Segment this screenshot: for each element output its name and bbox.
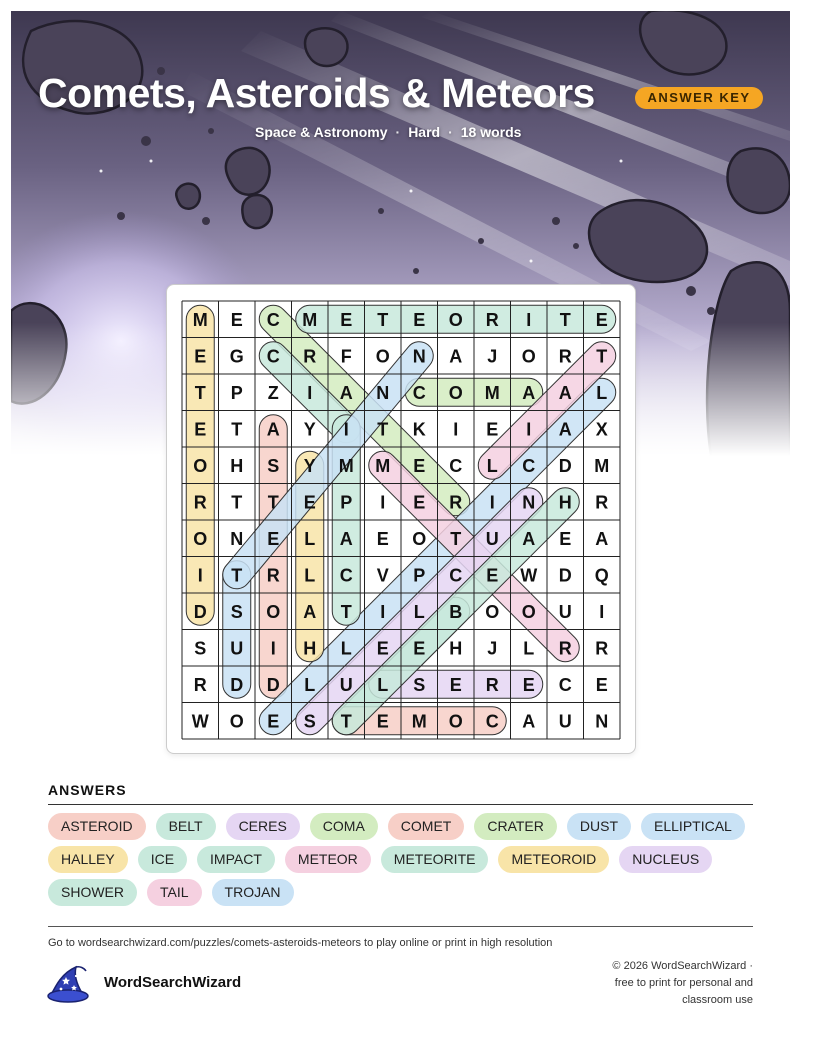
- grid-letter: H: [558, 492, 572, 513]
- grid-letter: I: [380, 492, 386, 513]
- grid-letter: N: [595, 711, 609, 732]
- grid-letter: R: [595, 638, 609, 659]
- grid-letter: R: [558, 346, 572, 367]
- grid-letter: M: [192, 309, 208, 330]
- grid-letter: U: [230, 638, 244, 659]
- grid-letter: E: [522, 674, 535, 695]
- grid-letter: T: [231, 565, 243, 586]
- grid-letter: H: [303, 638, 317, 659]
- grid-letter: R: [485, 309, 499, 330]
- answer-chip-tail: TAIL: [147, 879, 202, 906]
- grid-letter: T: [450, 528, 462, 549]
- grid-letter: T: [194, 382, 206, 403]
- answer-chip-nucleus: NUCLEUS: [619, 846, 712, 873]
- grid-letter: C: [339, 565, 353, 586]
- answer-chip-comet: COMET: [388, 813, 465, 840]
- grid-letter: R: [266, 565, 280, 586]
- grid-letter: I: [343, 419, 349, 440]
- copyright-line: classroom use: [682, 994, 753, 1006]
- grid-letter: N: [230, 528, 244, 549]
- grid-letter: A: [558, 419, 572, 440]
- grid-letter: T: [596, 346, 608, 367]
- grid-letter: R: [595, 492, 609, 513]
- grid-letter: I: [526, 309, 532, 330]
- grid-letter: R: [303, 346, 317, 367]
- grid-letter: O: [266, 601, 281, 622]
- grid-letter: F: [340, 346, 352, 367]
- difficulty-label: Hard: [408, 124, 441, 140]
- grid-letter: T: [231, 419, 243, 440]
- grid-letter: C: [449, 565, 463, 586]
- grid-letter: E: [559, 528, 572, 549]
- grid-letter: A: [595, 528, 609, 549]
- grid-letter: P: [230, 382, 243, 403]
- grid-letter: L: [304, 528, 316, 549]
- grid-letter: O: [193, 455, 208, 476]
- word-count-label: 18 words: [460, 124, 522, 140]
- grid-letter: B: [449, 601, 463, 622]
- grid-letter: L: [304, 674, 316, 695]
- grid-letter: C: [522, 455, 536, 476]
- grid-letter: S: [194, 638, 207, 659]
- grid-letter: E: [595, 309, 608, 330]
- grid-letter: O: [375, 346, 390, 367]
- grid-letter: L: [413, 601, 425, 622]
- grid-letter: E: [267, 528, 280, 549]
- grid-letter: M: [484, 382, 500, 403]
- answer-chip-dust: DUST: [567, 813, 631, 840]
- grid-letter: D: [230, 674, 244, 695]
- grid-letter: O: [448, 309, 463, 330]
- answer-chip-meteoroid: METEOROID: [498, 846, 609, 873]
- grid-letter: O: [448, 382, 463, 403]
- grid-letter: O: [193, 528, 208, 549]
- grid-letter: C: [412, 382, 426, 403]
- grid-letter: Z: [267, 382, 279, 403]
- grid-letter: O: [485, 601, 500, 622]
- copyright-line: free to print for personal and: [614, 977, 753, 989]
- copyright-notice: [560, 958, 753, 1009]
- grid-letter: U: [339, 674, 353, 695]
- grid-letter: R: [193, 492, 207, 513]
- grid-letter: I: [453, 419, 459, 440]
- answers-heading: ANSWERS: [48, 782, 127, 798]
- grid-letter: E: [194, 346, 207, 367]
- grid-letter: X: [595, 419, 608, 440]
- grid-letter: J: [487, 638, 498, 659]
- grid-letter: E: [267, 711, 280, 732]
- grid-letter: W: [520, 565, 538, 586]
- grid-letter: E: [413, 455, 426, 476]
- grid-letter: E: [486, 419, 499, 440]
- answer-chip-coma: COMA: [310, 813, 378, 840]
- footer-divider: [48, 926, 753, 927]
- grid-letter: A: [522, 528, 536, 549]
- grid-letter: K: [412, 419, 426, 440]
- grid-letter: T: [377, 309, 389, 330]
- grid-letter: U: [485, 528, 499, 549]
- grid-letter: O: [448, 711, 463, 732]
- grid-letter: M: [375, 455, 391, 476]
- answers-divider: [48, 804, 753, 805]
- grid-letter: D: [193, 601, 207, 622]
- category-label: Space & Astronomy: [255, 124, 388, 140]
- grid-letter: E: [376, 528, 389, 549]
- grid-letter: E: [376, 638, 389, 659]
- grid-letter: L: [340, 638, 352, 659]
- grid-letter: P: [340, 492, 353, 513]
- grid-letter: E: [595, 674, 608, 695]
- grid-letter: T: [340, 601, 352, 622]
- grid-letter: E: [413, 309, 426, 330]
- grid-letter: O: [229, 711, 244, 732]
- grid-letter: R: [449, 492, 463, 513]
- grid-letter: E: [449, 674, 462, 695]
- grid-letter: N: [376, 382, 390, 403]
- grid-letter: U: [558, 601, 572, 622]
- grid-letter: E: [376, 711, 389, 732]
- grid-letter: Y: [303, 419, 316, 440]
- grid-letter: M: [411, 711, 427, 732]
- answers-list: [48, 813, 758, 906]
- grid-letter: E: [413, 492, 426, 513]
- answer-chip-ceres: CERES: [226, 813, 300, 840]
- grid-letter: D: [558, 565, 572, 586]
- grid-letter: D: [558, 455, 572, 476]
- grid-letter: C: [266, 346, 280, 367]
- grid-letter: L: [304, 565, 316, 586]
- grid-letter: L: [596, 382, 608, 403]
- word-search-grid-card: [166, 284, 636, 754]
- grid-letter: T: [340, 711, 352, 732]
- answer-chip-trojan: TROJAN: [212, 879, 294, 906]
- grid-letter: I: [526, 419, 532, 440]
- grid-letter: A: [522, 382, 536, 403]
- separator-dot: ·: [448, 124, 453, 140]
- grid-letter: L: [486, 455, 498, 476]
- grid-letter: N: [522, 492, 536, 513]
- grid-letter: I: [489, 492, 495, 513]
- grid-letter: L: [523, 638, 535, 659]
- grid-letter: H: [449, 638, 463, 659]
- grid-letter: W: [191, 711, 209, 732]
- grid-letter: M: [338, 455, 354, 476]
- grid-letter: A: [339, 528, 353, 549]
- brand-name[interactable]: WordSearchWizard: [104, 974, 242, 991]
- answer-chip-ice: ICE: [138, 846, 187, 873]
- grid-letter: L: [377, 674, 389, 695]
- grid-letter: P: [413, 565, 426, 586]
- grid-letter: R: [558, 638, 572, 659]
- grid-letter: R: [485, 674, 499, 695]
- answer-chip-impact: IMPACT: [197, 846, 275, 873]
- separator-dot: ·: [395, 124, 401, 140]
- grid-letter: A: [266, 419, 280, 440]
- grid-letter: E: [303, 492, 316, 513]
- grid-letter: A: [558, 382, 572, 403]
- grid-letter: M: [594, 455, 610, 476]
- grid-letter: I: [197, 565, 203, 586]
- grid-letter: M: [302, 309, 318, 330]
- grid-letter: A: [522, 711, 536, 732]
- answer-chip-belt: BELT: [156, 813, 216, 840]
- grid-letter: E: [340, 309, 353, 330]
- grid-letter: U: [558, 711, 572, 732]
- grid-letter: N: [412, 346, 426, 367]
- grid-letter: C: [485, 711, 499, 732]
- grid-letter: I: [599, 601, 605, 622]
- page-title: Comets, Asteroids & Meteors: [38, 70, 595, 116]
- copyright-line: © 2026 WordSearchWizard ·: [612, 960, 753, 972]
- answer-chip-meteorite: METEORITE: [381, 846, 489, 873]
- answer-chip-shower: SHOWER: [48, 879, 137, 906]
- grid-letter: V: [376, 565, 389, 586]
- grid-letter: A: [339, 382, 353, 403]
- grid-letter: S: [303, 711, 316, 732]
- answer-chip-elliptical: ELLIPTICAL: [641, 813, 745, 840]
- grid-letter: T: [267, 492, 279, 513]
- grid-letter: H: [230, 455, 244, 476]
- answer-chip-meteor: METEOR: [285, 846, 371, 873]
- grid-letter: O: [521, 601, 536, 622]
- grid-letter: A: [449, 346, 463, 367]
- grid-letter: E: [230, 309, 243, 330]
- grid-letter: R: [193, 674, 207, 695]
- grid-letter: I: [380, 601, 386, 622]
- grid-letter: T: [377, 419, 389, 440]
- grid-letter: Y: [303, 455, 316, 476]
- grid-letter: S: [413, 674, 426, 695]
- footer-link-text[interactable]: Go to wordsearchwizard.com/puzzles/comets-asteroids-meteors to play online or print in high resolution: [48, 937, 553, 949]
- grid-letter: T: [231, 492, 243, 513]
- grid-letter: C: [266, 309, 280, 330]
- grid-letter: C: [449, 455, 463, 476]
- grid-letter: O: [412, 528, 427, 549]
- grid-letter: S: [267, 455, 280, 476]
- answer-chip-crater: CRATER: [474, 813, 557, 840]
- word-search-grid: [167, 285, 635, 753]
- grid-letter: T: [559, 309, 571, 330]
- grid-letter: A: [303, 601, 317, 622]
- wizard-hat-icon: [46, 963, 92, 1008]
- grid-letter: J: [487, 346, 498, 367]
- grid-letter: E: [194, 419, 207, 440]
- grid-letter: S: [230, 601, 243, 622]
- grid-letter: O: [521, 346, 536, 367]
- grid-letter: E: [486, 565, 499, 586]
- grid-letter: D: [266, 674, 280, 695]
- grid-letter: Q: [594, 565, 609, 586]
- puzzle-meta: [255, 124, 521, 140]
- answer-chip-halley: HALLEY: [48, 846, 128, 873]
- grid-letter: I: [270, 638, 276, 659]
- answer-key-badge: ANSWER KEY: [635, 87, 763, 109]
- grid-letter: E: [413, 638, 426, 659]
- grid-letter: G: [229, 346, 244, 367]
- grid-letter: I: [307, 382, 313, 403]
- answer-chip-asteroid: ASTEROID: [48, 813, 146, 840]
- grid-letter: C: [558, 674, 572, 695]
